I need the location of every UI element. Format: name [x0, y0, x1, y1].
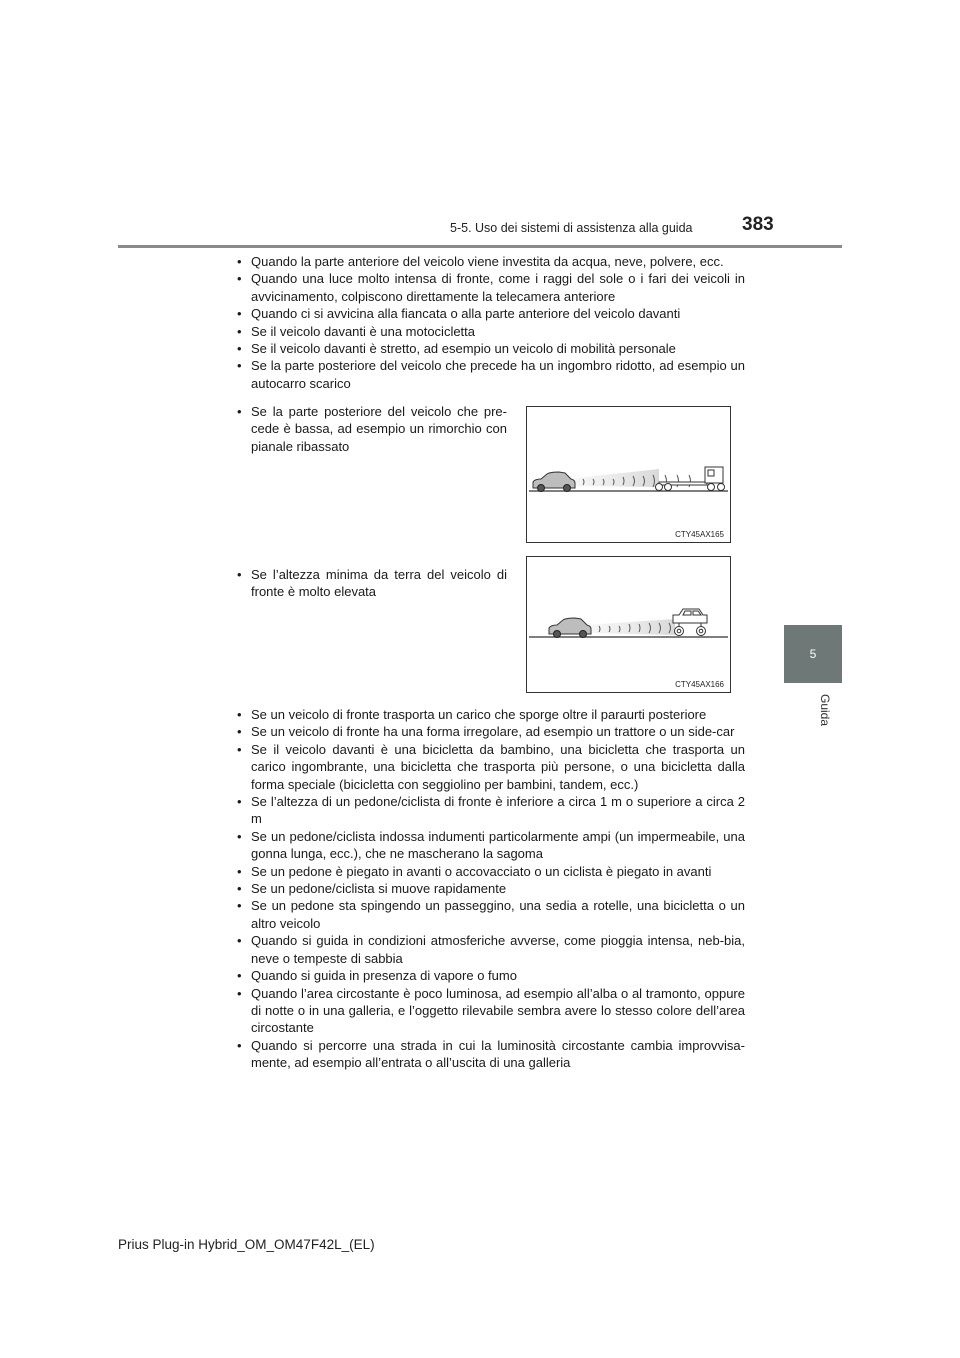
list-item: • Se il veicolo davanti è una motocicletta: [237, 323, 745, 340]
figure-code: CTY45AX165: [675, 530, 724, 539]
car-icon: [549, 618, 591, 638]
list-item: • Quando si guida in condizioni atmosferiche avverse, come pioggia intensa, neb-bia, neve o tempeste di sabbia: [237, 932, 745, 967]
list-item: • Quando si percorre una strada in cui la luminosità circostante cambia improvvisa-mente, ad esempio all’entrata o all’uscita di una galleria: [237, 1037, 745, 1072]
list-item: • Se un pedone/ciclista indossa indumenti particolarmente ampi (un impermeabile, una gonna lunga, ecc.), che ne mascherano la sagoma: [237, 828, 745, 863]
chapter-number: 5: [809, 647, 817, 661]
list-item: • Se l’altezza minima da terra del veicolo di fronte è molto elevata: [237, 566, 507, 601]
figure-1-caption: [237, 403, 507, 455]
chapter-tab: [784, 625, 842, 683]
bullet-list-bottom: [237, 706, 745, 1072]
figure-code: CTY45AX166: [675, 680, 724, 689]
page-number: 383: [742, 214, 774, 235]
figure-1: [526, 406, 731, 543]
list-item: • Se un veicolo di fronte ha una forma irregolare, ad esempio un trattore o un side-car: [237, 723, 745, 740]
list-item: • Quando l’area circostante è poco luminosa, ad esempio all’alba o al tramonto, oppure di notte o in una galleria, e l’oggetto rilevabile sembra avere lo stesso colore dell’area circostante: [237, 985, 745, 1037]
list-item: • Quando una luce molto intensa di fronte, come i raggi del sole o i fari dei veicoli in avvicinamento, colpiscono direttamente la telecamera anteriore: [237, 270, 745, 305]
chapter-label: Guida: [818, 693, 832, 727]
list-item: • Se un veicolo di fronte trasporta un carico che sporge oltre il paraurti posteriore: [237, 706, 745, 723]
list-item: • Se la parte posteriore del veicolo che pre-cede è bassa, ad esempio un rimorchio con pianale ribassato: [237, 403, 507, 455]
figure-2-caption: [237, 566, 507, 601]
list-item: • Se un pedone/ciclista si muove rapidamente: [237, 880, 745, 897]
low-trailer-illustration: [527, 407, 730, 542]
list-item: • Quando la parte anteriore del veicolo viene investita da acqua, neve, polvere, ecc.: [237, 253, 745, 270]
list-item: • Se il veicolo davanti è stretto, ad esempio un veicolo di mobilità personale: [237, 340, 745, 357]
footer-manual-code: Prius Plug-in Hybrid_OM_OM47F42L_(EL): [118, 1237, 375, 1252]
list-item: • Se l’altezza di un pedone/ciclista di fronte è inferiore a circa 1 m o superiore a circa 2 m: [237, 793, 745, 828]
list-item: • Se un pedone sta spingendo un passeggino, una sedia a rotelle, una bicicletta o un altro veicolo: [237, 897, 745, 932]
list-item: • Quando ci si avvicina alla fiancata o alla parte anteriore del veicolo davanti: [237, 305, 745, 322]
high-clearance-vehicle-icon: [673, 609, 707, 636]
list-item: • Quando si guida in presenza di vapore o fumo: [237, 967, 745, 984]
section-title: 5-5. Uso dei sistemi di assistenza alla guida: [450, 221, 693, 235]
bullet-list-top: [237, 253, 745, 392]
header-divider: [118, 245, 842, 248]
figure-2: [526, 556, 731, 693]
car-icon: [533, 472, 575, 492]
list-item: • Se il veicolo davanti è una bicicletta da bambino, una bicicletta che trasporta un carico ingombrante, una bicicletta che trasporta più persone, o una bicicletta dalla forma speciale (bicicletta con seggiolino per bambini, tandem, ecc.): [237, 741, 745, 793]
list-item: • Se la parte posteriore del veicolo che precede ha un ingombro ridotto, ad esempio un autocarro scarico: [237, 357, 745, 392]
high-clearance-illustration: [527, 557, 730, 692]
list-item: • Se un pedone è piegato in avanti o accovacciato o un ciclista è piegato in avanti: [237, 863, 745, 880]
